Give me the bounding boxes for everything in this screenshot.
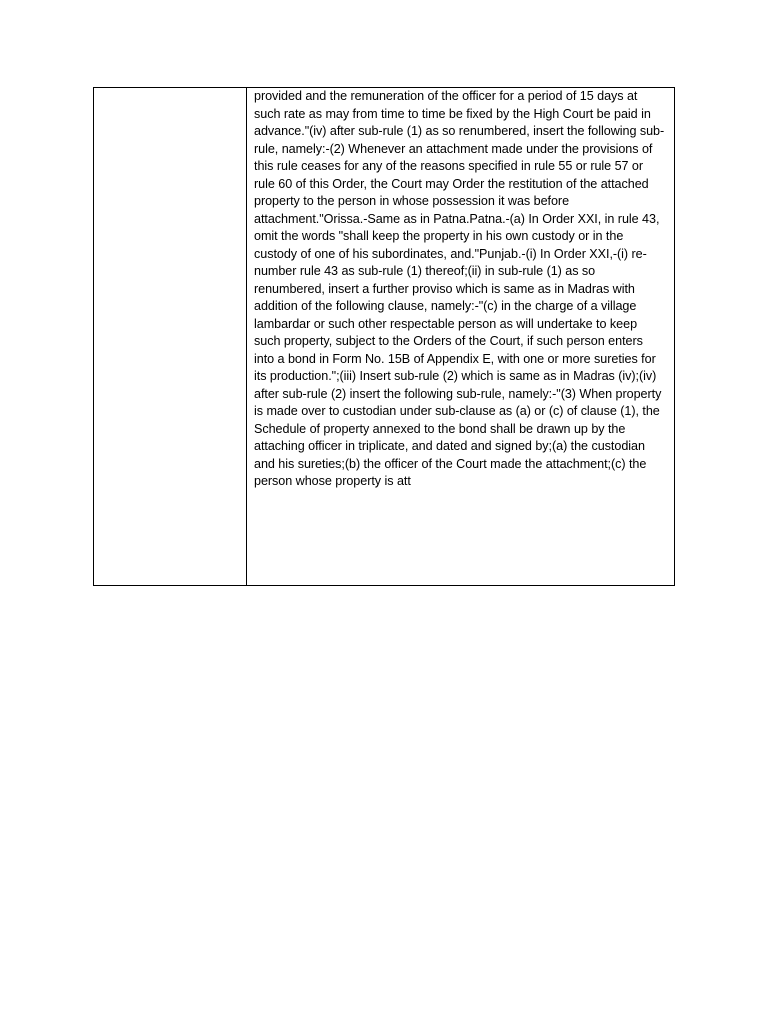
document-table xyxy=(93,87,675,586)
body-text: provided and the remuneration of the officer for a period of 15 days at such rate as may from time to time be fixed by the High Court be paid in advance."(iv) after sub-rule (1) as so renumbered, insert the following sub-rule, namely:-(2) Whenever an attachment made under the provisions of this rule ceases for any of the reasons specified in rule 55 or rule 57 or rule 60 of this Order, the Court may Order the restitution of the attached property to the person in whose possession it was before attachment."Orissa.-Same as in Patna.Patna.-(a) In Order XXI, in rule 43, omit the words "shall keep the property in his own custody or in the custody of one of his subordinates, and."Punjab.-(i) In Order XXI,-(i) re-number rule 43 as sub-rule (1) thereof;(ii) in sub-rule (1) as so renumbered, insert a further proviso which is same as in Madras with addition of the following clause, namely:-"(c) in the charge of a village lambardar or such other respectable person as will undertake to keep such property, subject to the Orders of the Court, if such person enters into a bond in Form No. 15B of Appendix E, with one or more sureties for its production.";(iii) Insert sub-rule (2) which is same as in Madras (iv);(iv) after sub-rule (2) insert the following sub-rule, namely:-"(3) When property is made over to custodian under sub-clause as (a) or (c) of clause (1), the Schedule of property annexed to the bond shall be drawn up by the attaching officer in triplicate, and dated and signed by;(a) the custodian and his sureties;(b) the officer of the Court made the attachment;(c) the person whose property is att xyxy=(254,89,665,488)
right-cell xyxy=(247,88,674,585)
left-cell xyxy=(94,88,247,585)
